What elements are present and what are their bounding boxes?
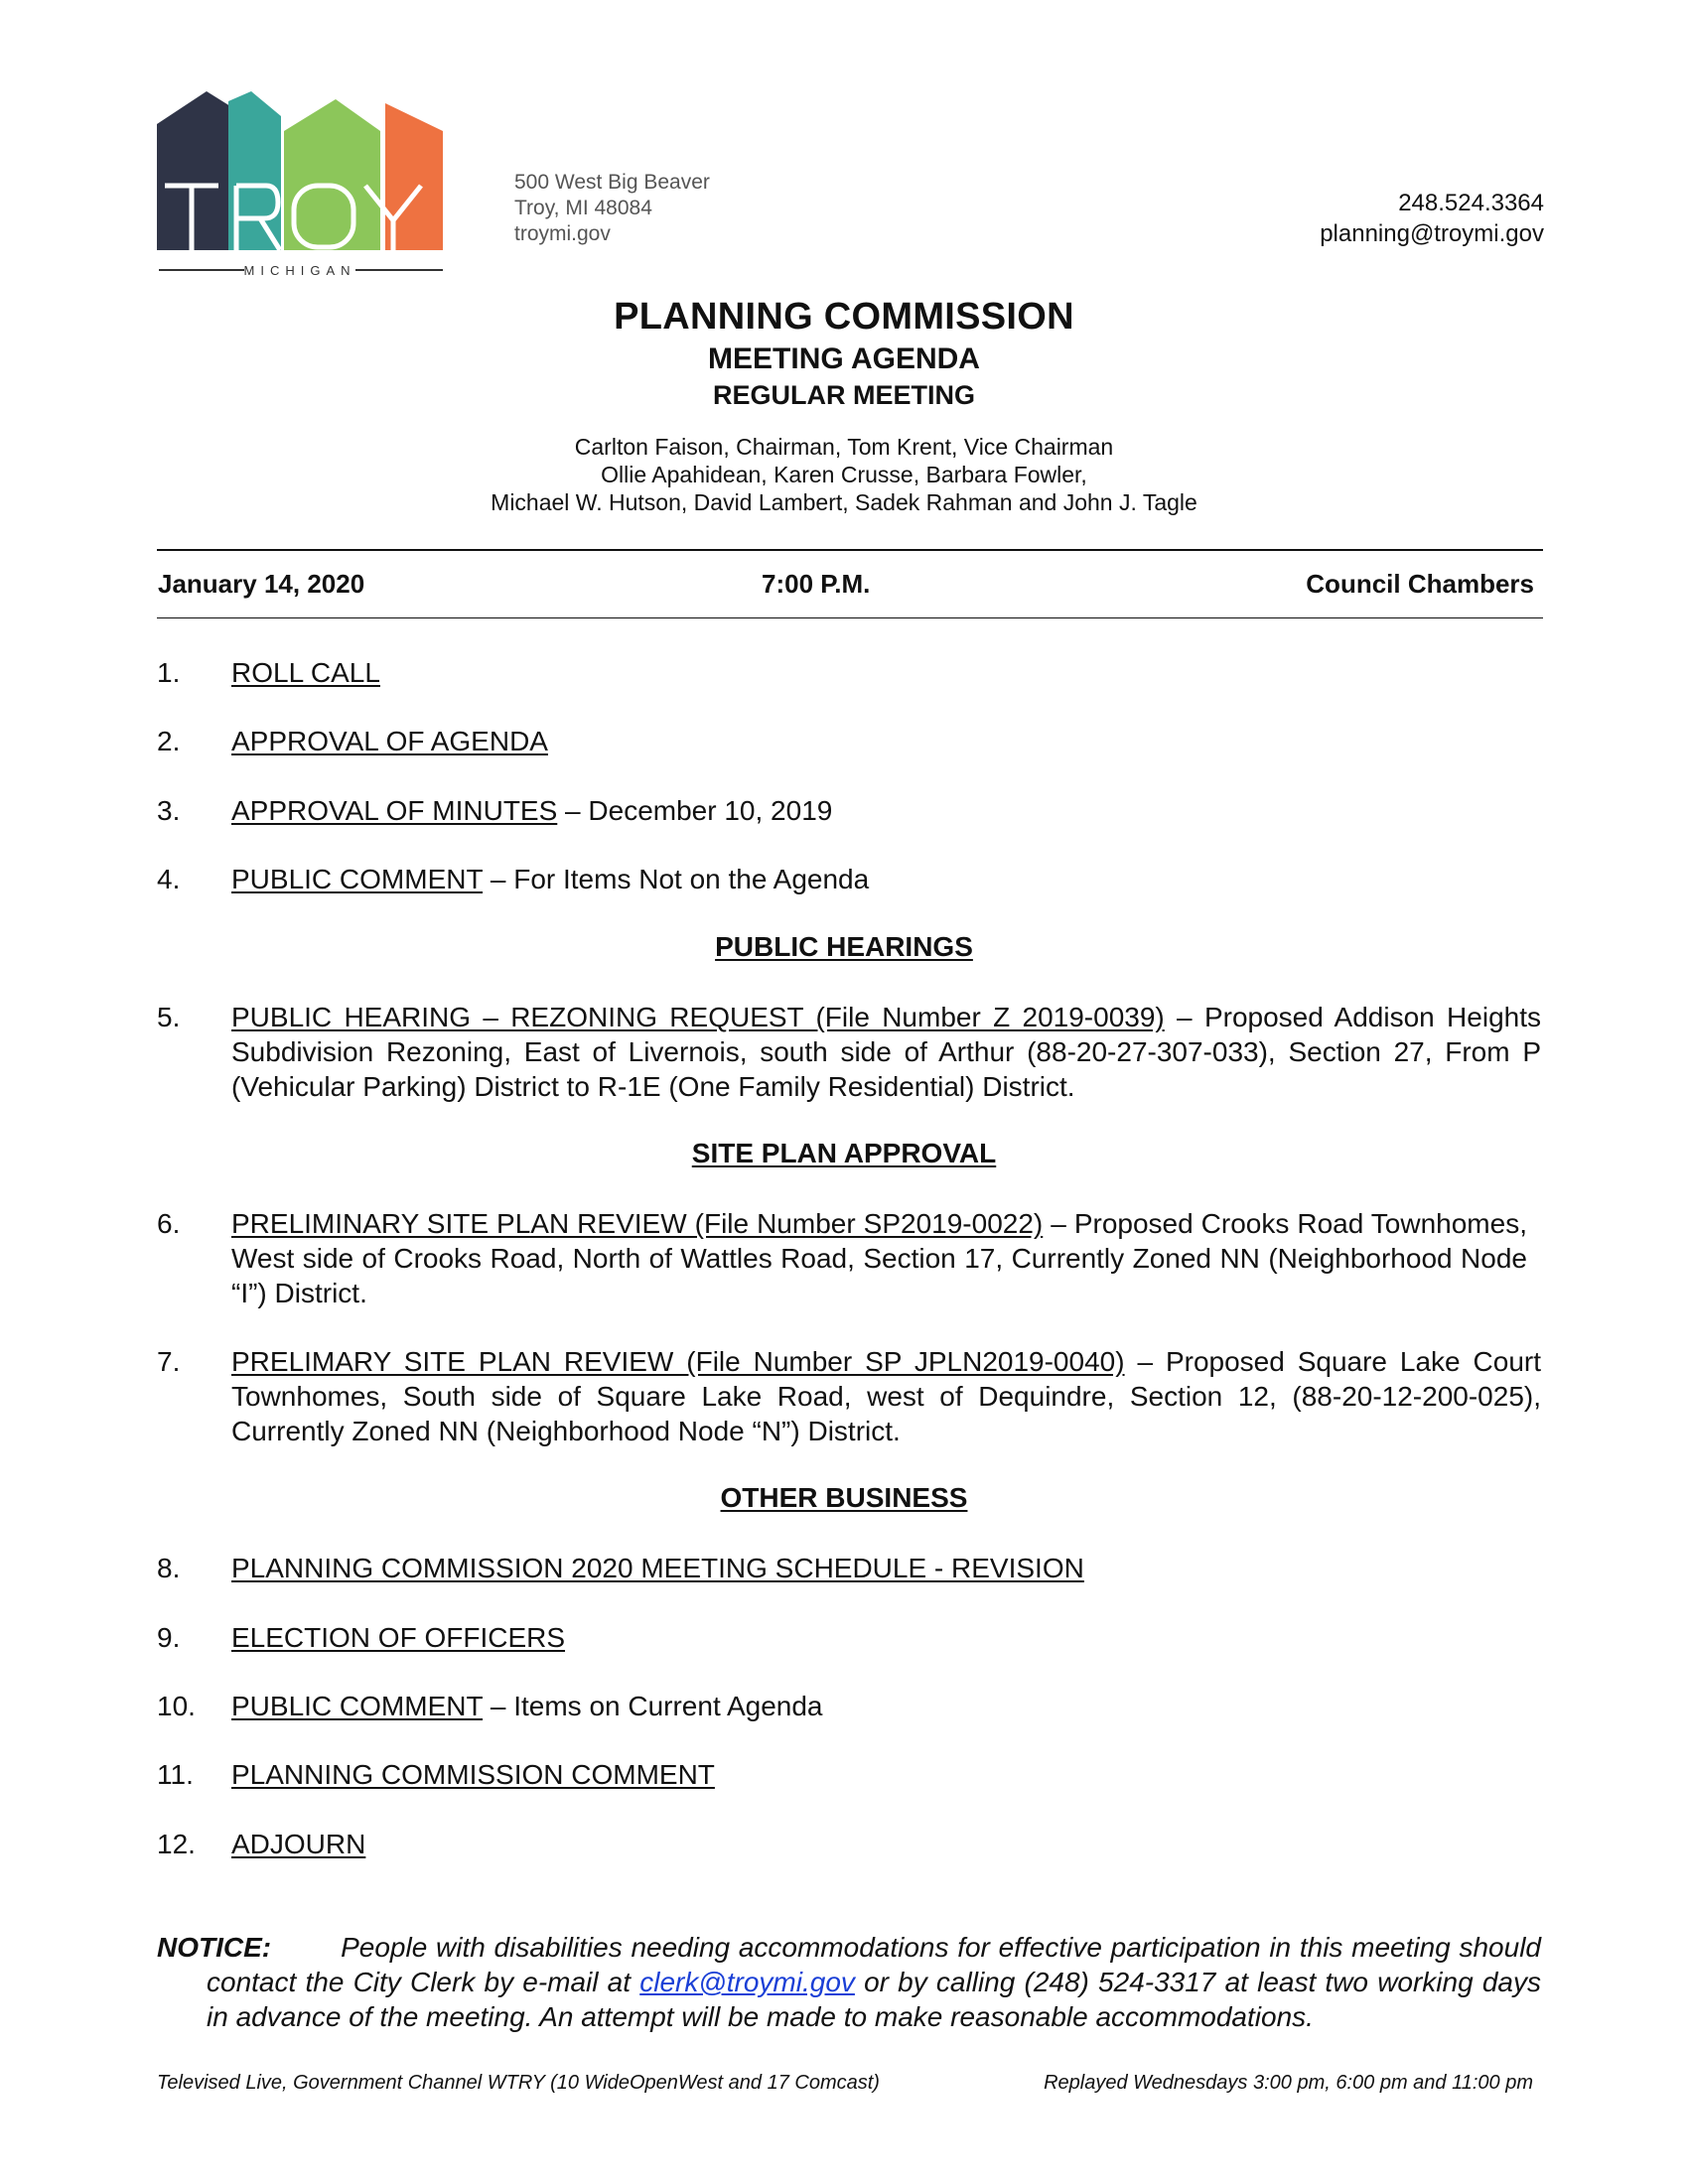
- agenda-item: [157, 1620, 1541, 1655]
- footer-left: Televised Live, Government Channel WTRY (10 WideOpenWest and 17 Comcast): [157, 2072, 880, 2094]
- footer-right: Replayed Wednesdays 3:00 pm, 6:00 pm and 11:00 pm: [1044, 2072, 1533, 2094]
- member-list: [0, 433, 1688, 516]
- accessibility-notice: [157, 1930, 1541, 2034]
- address-line-3: troymi.gov: [514, 222, 611, 245]
- item-number: 7.: [157, 1346, 181, 1377]
- item-title: PUBLIC COMMENT: [231, 1691, 484, 1721]
- item-detail: – Items on Current Agenda: [483, 1691, 823, 1721]
- contact-block: [1320, 188, 1544, 249]
- address-block: [514, 170, 710, 247]
- page-subtitle: MEETING AGENDA: [708, 342, 980, 375]
- item-number: 3.: [157, 795, 181, 826]
- item-number: 11.: [157, 1759, 194, 1790]
- item-title: APPROVAL OF MINUTES: [231, 795, 558, 826]
- section-heading-other: OTHER BUSINESS: [720, 1482, 968, 1513]
- item-title: ELECTION OF OFFICERS: [231, 1622, 566, 1653]
- item-number: 12.: [157, 1829, 196, 1859]
- agenda-item: [157, 1827, 1541, 1861]
- item-number: 5.: [157, 1002, 181, 1032]
- item-title: PUBLIC COMMENT: [231, 864, 484, 894]
- notice-text: People with disabilities needing accommodations for effective participation in this meeting should contact the City Clerk by e-mail at: [207, 1932, 1541, 1997]
- item-detail: – For Items Not on the Agenda: [483, 864, 870, 894]
- item-number: 4.: [157, 864, 181, 894]
- notice-text-end: or by calling (248) 524-3317 at least two working days in advance of the meeting. An attempt will be made to make reasonable accommodations.: [207, 1967, 1541, 2032]
- troy-logo: [157, 91, 494, 280]
- contact-phone: 248.524.3364: [1398, 190, 1544, 216]
- page-title: PLANNING COMMISSION: [614, 296, 1074, 338]
- agenda-item: [157, 1344, 1541, 1448]
- section-heading-hearings: PUBLIC HEARINGS: [715, 931, 973, 962]
- section-heading-site-plan: SITE PLAN APPROVAL: [691, 1138, 997, 1168]
- item-detail: – Proposed Addison Heights Subdivision Rezoning, East of Livernois, south side of Arthur (88-20-27-307-033), Section 27, From P (Vehicular Parking) District to R-1E (One Family Residential) District.: [231, 1002, 1541, 1102]
- item-title: PLANNING COMMISSION COMMENT: [231, 1759, 715, 1790]
- meeting-date: January 14, 2020: [158, 569, 365, 599]
- member-line: Ollie Apahidean, Karen Crusse, Barbara Fowler,: [601, 462, 1087, 487]
- divider: [157, 549, 1543, 551]
- item-title: PLANNING COMMISSION 2020 MEETING SCHEDULE - REVISION: [231, 1553, 1084, 1583]
- item-title: ADJOURN: [231, 1829, 366, 1859]
- address-line-2: Troy, MI 48084: [514, 197, 652, 219]
- broadcast-footer: [157, 2072, 1541, 2095]
- meeting-place: Council Chambers: [1306, 569, 1534, 599]
- item-detail: – December 10, 2019: [557, 795, 833, 826]
- clerk-email-link[interactable]: clerk@troymi.gov: [639, 1967, 855, 1997]
- item-number: 8.: [157, 1553, 181, 1583]
- item-title: ROLL CALL: [231, 657, 380, 688]
- item-title: PUBLIC HEARING – REZONING REQUEST (File Number Z 2019-0039): [231, 1002, 1165, 1032]
- notice-label: NOTICE:: [157, 1932, 272, 1963]
- agenda-item: [157, 1689, 1541, 1723]
- agenda-item: [157, 862, 1541, 896]
- meeting-type: REGULAR MEETING: [712, 380, 975, 410]
- item-detail: – Proposed Square Lake Court Townhomes, South side of Square Lake Road, west of Dequindre, Section 12, (88-20-12-200-025), Currently Zoned NN (Neighborhood Node “N”) District.: [231, 1346, 1541, 1446]
- agenda-item: [157, 1000, 1541, 1104]
- item-number: 9.: [157, 1622, 181, 1653]
- logo-house-green: [284, 99, 380, 250]
- agenda-item: [157, 655, 1541, 690]
- agenda-item: [157, 1206, 1527, 1310]
- item-title: PRELIMINARY SITE PLAN REVIEW (File Number SP2019-0022): [231, 1208, 1044, 1239]
- meeting-time: 7:00 P.M.: [762, 569, 871, 599]
- item-title: APPROVAL OF AGENDA: [231, 726, 548, 756]
- divider: [157, 617, 1543, 618]
- item-number: 10.: [157, 1691, 196, 1721]
- item-detail: – Proposed Crooks Road Townhomes, West side of Crooks Road, North of Wattles Road, Section 17, Currently Zoned NN (Neighborhood Node “I”) District.: [231, 1208, 1527, 1308]
- agenda-item: [157, 1551, 1541, 1585]
- item-number: 2.: [157, 726, 181, 756]
- address-line-1: 500 West Big Beaver: [514, 171, 710, 194]
- agenda-item: [157, 793, 1541, 828]
- agenda-item: [157, 724, 1541, 758]
- agenda-item: [157, 1757, 1541, 1792]
- member-line: Michael W. Hutson, David Lambert, Sadek Rahman and John J. Tagle: [491, 489, 1197, 515]
- item-number: 1.: [157, 657, 181, 688]
- member-line: Carlton Faison, Chairman, Tom Krent, Vice Chairman: [574, 434, 1114, 460]
- item-title: PRELIMARY SITE PLAN REVIEW (File Number SP JPLN2019-0040): [231, 1346, 1125, 1377]
- logo-subtitle: MICHIGAN: [243, 263, 356, 278]
- item-number: 6.: [157, 1208, 181, 1239]
- contact-email: planning@troymi.gov: [1320, 220, 1544, 247]
